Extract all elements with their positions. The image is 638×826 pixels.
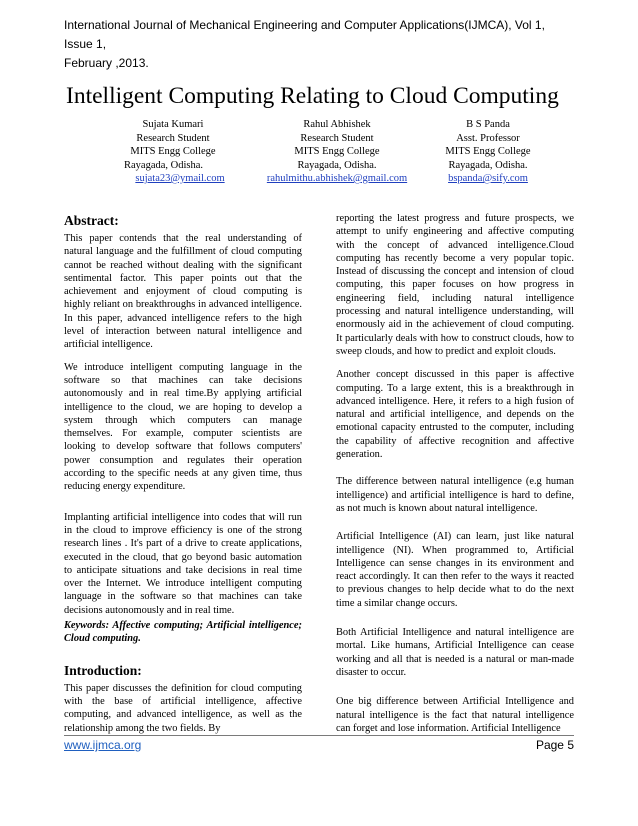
journal-header-line1: International Journal of Mechanical Engineering and Computer Applications(IJMCA), Vol 1, Issue 1,: [64, 18, 545, 51]
right-paragraph-4: Artificial Intelligence (AI) can learn, just like natural intelligence (NI). When programmed to, Artificial Intelligence can sense changes in its environment and react accordingly. It can then refer to the ways it reacted to previous changes to help decide what to do the next time a similar change occurs.: [336, 531, 574, 609]
right-paragraph-1: reporting the latest progress and future prospects, we attempt to unify engineering and affective computing with the concept of advanced intelligence.Cloud computing has recently become a very popular topic. Instead of discussing the concept and intension of cloud computing, this paper focuses on how progress in engineering field, including natural intelligence processing and natural intelligence understanding, will enormously aid in the achievement of cloud computing. It particularly deals with how to construct clouds, how to sweep clouds, and how to predict and exploit clouds.: [336, 213, 574, 357]
author-3-role: Asst. Professor: [456, 132, 520, 144]
author-1-email[interactable]: sujata23@ymail.com: [135, 173, 225, 184]
keywords: Keywords: Affective computing; Artificial intelligence; Cloud computing.: [64, 620, 302, 645]
author-1-place: Rayagada, Odisha.: [124, 159, 204, 171]
footer-divider: [64, 735, 574, 736]
author-3-org: MITS Engg College: [445, 146, 531, 157]
author-2-org: MITS Engg College: [294, 146, 380, 157]
author-2: [262, 118, 412, 186]
author-1: [118, 118, 228, 186]
journal-header-line2: February ,2013.: [64, 56, 149, 70]
introduction-heading: Introduction:: [64, 662, 142, 678]
author-3-email[interactable]: bspanda@sify.com: [448, 173, 528, 184]
right-column: [336, 212, 574, 735]
author-3: [418, 118, 558, 186]
author-2-name: Rahul Abhishek: [303, 119, 371, 130]
introduction-paragraph-1: This paper discusses the definition for cloud computing with the base of artificial intelligence, affective computing, and advanced intelligence, as well as the relationship among the two fields. By: [64, 682, 302, 734]
author-3-place: Rayagada, Odisha.: [448, 159, 528, 171]
right-paragraph-3: The difference between natural intelligence (e.g human intelligence) and artificial intelligence is hard to define, as not much is known about natural intelligence.: [336, 476, 574, 514]
left-column: [64, 212, 302, 735]
author-1-role: Research Student: [136, 132, 210, 144]
author-2-role: Research Student: [300, 132, 374, 144]
abstract-paragraph-3: Implanting artificial intelligence into codes that will run in the cloud to improve efficiency is one of the strong research lines . It's part of a drive to create applications, executed in the cloud, that go beyond basic automation to anticipate situations and take decisions in real time over the Internet. We introduce intelligent computing language in the software so that machines can take decisions autonomously and in real time.: [64, 511, 302, 616]
right-paragraph-2: Another concept discussed in this paper is affective computing. To a large extent, this is a breakthrough in advanced intelligence. Here, it refers to a high fusion of natural and artificial intelligence, and depends on the emotional capacity entrusted to the computer, including the capability of affective recognition and affective generation.: [336, 369, 574, 461]
abstract-paragraph-2: We introduce intelligent computing language in the software so that machines can take decisions autonomously and in real time.By applying artificial intelligence to the cloud, we are hoping to develop a system through which computers can manage themselves. For example, computer scientists are looking to develop software that follows computers' power consumption and regulates their operation according to the specific needs at any given time, thus reducing energy expenditure.: [64, 361, 302, 493]
abstract-heading: Abstract:: [64, 213, 119, 228]
author-2-place: Rayagada, Odisha.: [297, 159, 377, 171]
paper-title: Intelligent Computing Relating to Cloud Computing: [66, 83, 559, 109]
author-3-name: B S Panda: [466, 119, 510, 130]
author-1-name: Sujata Kumari: [142, 119, 204, 130]
right-paragraph-6: One big difference between Artificial Intelligence and natural intelligence is the fact that natural intelligence can forget and lose information. Artificial Intelligence: [336, 696, 574, 734]
journal-header: [64, 16, 564, 73]
footer-url-link[interactable]: www.ijmca.org: [64, 738, 142, 752]
author-2-email[interactable]: rahulmithu.abhishek@gmail.com: [266, 173, 408, 184]
author-1-org: MITS Engg College: [130, 146, 216, 157]
page-number: Page 5: [535, 738, 574, 752]
abstract-paragraph-1: This paper contends that the real understanding of natural language and the fulfillment of cloud computing cannot be reached without dealing with the significant sentimental factor. This paper points out that the achievement and enjoyment of cloud computing is highly reliant on breakthroughs in advanced intelligence. In this paper, advanced intelligence refers to the high level of interaction between natural intelligence and artificial intelligence.: [64, 233, 302, 351]
right-paragraph-5: Both Artificial Intelligence and natural intelligence are mortal. Like humans, Artificial Intelligence can cease working and all that is needed is a natural or man-made disaster to occur.: [336, 627, 574, 678]
